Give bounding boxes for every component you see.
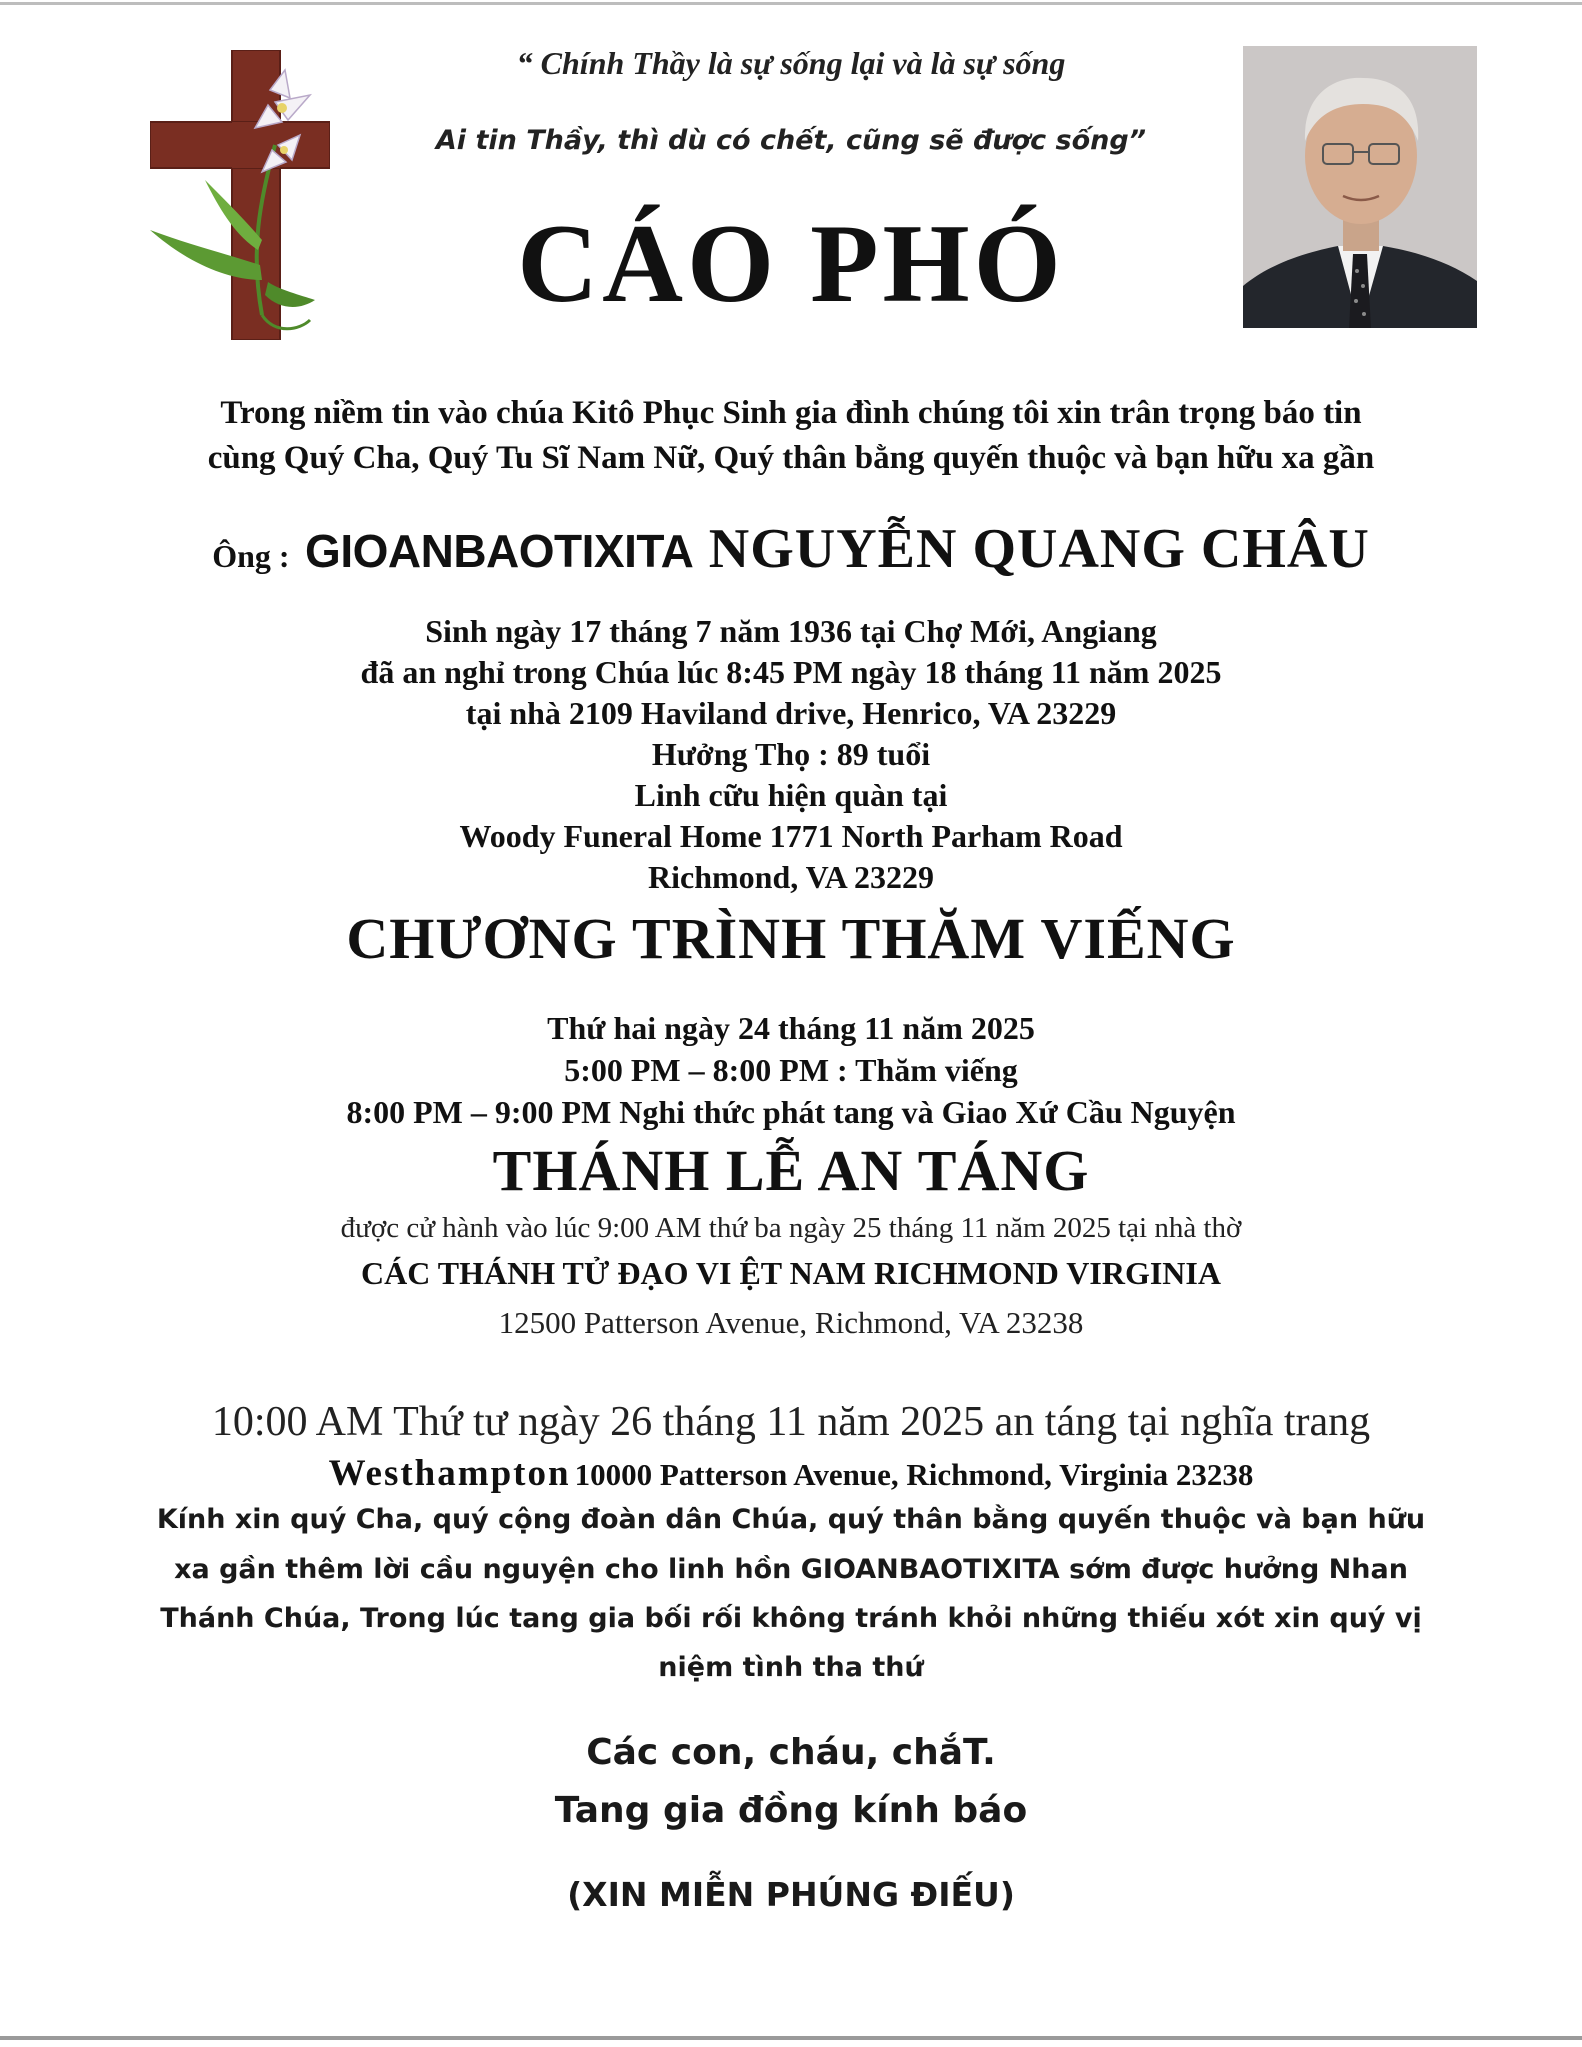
visitation-line: 8:00 PM – 9:00 PM Nghi thức phát tang và Giao Xứ Cầu Nguyện <box>346 1094 1236 1130</box>
burial-line: 10:00 AM Thứ tư ngày 26 tháng 11 năm 2025 an táng tại nghĩa trang <box>211 1399 1371 1445</box>
detail-line: Woody Funeral Home 1771 North Parham Road <box>459 818 1123 854</box>
request-line: niệm tình tha thứ <box>658 1652 924 1683</box>
scan-edge-top <box>0 2 1582 5</box>
scripture-quote-line-2: Ai tin Thầy, thì dù có chết, cũng sẽ được sống” <box>435 125 1147 156</box>
name-prefix: Ông : <box>212 538 290 574</box>
cemetery-name: Westhampton <box>328 1453 571 1494</box>
detail-line: đã an nghỉ trong Chúa lúc 8:45 PM ngày 18 tháng 11 năm 2025 <box>360 654 1222 690</box>
visitation-line: Thứ hai ngày 24 tháng 11 năm 2025 <box>547 1010 1035 1046</box>
detail-line: Sinh ngày 17 tháng 7 năm 1936 tại Chợ Mới, Angiang <box>425 613 1157 649</box>
visitation-heading: CHƯƠNG TRÌNH THĂM VIẾNG <box>346 906 1236 971</box>
mass-address: 12500 Patterson Avenue, Richmond, VA 23238 <box>498 1305 1084 1340</box>
detail-line: Richmond, VA 23229 <box>648 859 934 895</box>
cemetery-address: 10000 Patterson Avenue, Richmond, Virginia 23238 <box>574 1457 1254 1492</box>
scan-edge-bottom <box>0 2036 1582 2040</box>
page-title: CÁO PHÓ <box>517 202 1065 326</box>
intro-line-1: Trong niềm tin vào chúa Kitô Phục Sinh gia đình chúng tôi xin trân trọng báo tin <box>220 395 1362 431</box>
intro-line-2: cùng Quý Cha, Quý Tu Sĩ Nam Nữ, Quý thân bằng quyến thuộc và bạn hữu xa gần <box>207 440 1375 476</box>
mass-church: CÁC THÁNH TỬ ĐẠO VI ỆT NAM RICHMOND VIRGINIA <box>361 1255 1221 1291</box>
visitation-line: 5:00 PM – 8:00 PM : Thăm viếng <box>564 1052 1018 1088</box>
full-name: NGUYỄN QUANG CHÂU <box>708 518 1370 580</box>
scripture-quote-line-1: “ Chính Thầy là sự sống lại và là sự sống <box>516 45 1066 81</box>
signoff-line-2: Tang gia đồng kính báo <box>554 1790 1028 1831</box>
request-line: Kính xin quý Cha, quý cộng đoàn dân Chúa, quý thân bằng quyến thuộc và bạn hữu <box>156 1504 1426 1535</box>
detail-line: tại nhà 2109 Haviland drive, Henrico, VA 23229 <box>465 695 1117 731</box>
request-line: xa gần thêm lời cầu nguyện cho linh hồn GIOANBAOTIXITA sớm được hưởng Nhan <box>174 1554 1408 1585</box>
detail-line: Linh cữu hiện quàn tại <box>634 777 948 813</box>
deceased-name <box>0 512 1582 583</box>
mass-line: được cử hành vào lúc 9:00 AM thứ ba ngày 25 tháng 11 năm 2025 tại nhà thờ <box>340 1212 1242 1244</box>
request-line: Thánh Chúa, Trong lúc tang gia bối rối không tránh khỏi những thiếu xót xin quý vị <box>160 1603 1422 1634</box>
signoff-line-1: Các con, cháu, chắT. <box>586 1732 996 1773</box>
mass-heading: THÁNH LỄ AN TÁNG <box>492 1138 1090 1203</box>
no-flowers-note: (XIN MIỄN PHÚNG ĐIẾU) <box>567 1875 1015 1914</box>
burial-cemetery <box>0 1452 1582 1495</box>
detail-line: Hưởng Thọ : 89 tuổi <box>651 736 931 772</box>
saint-name: GIOANBAOTIXITA <box>305 525 694 577</box>
